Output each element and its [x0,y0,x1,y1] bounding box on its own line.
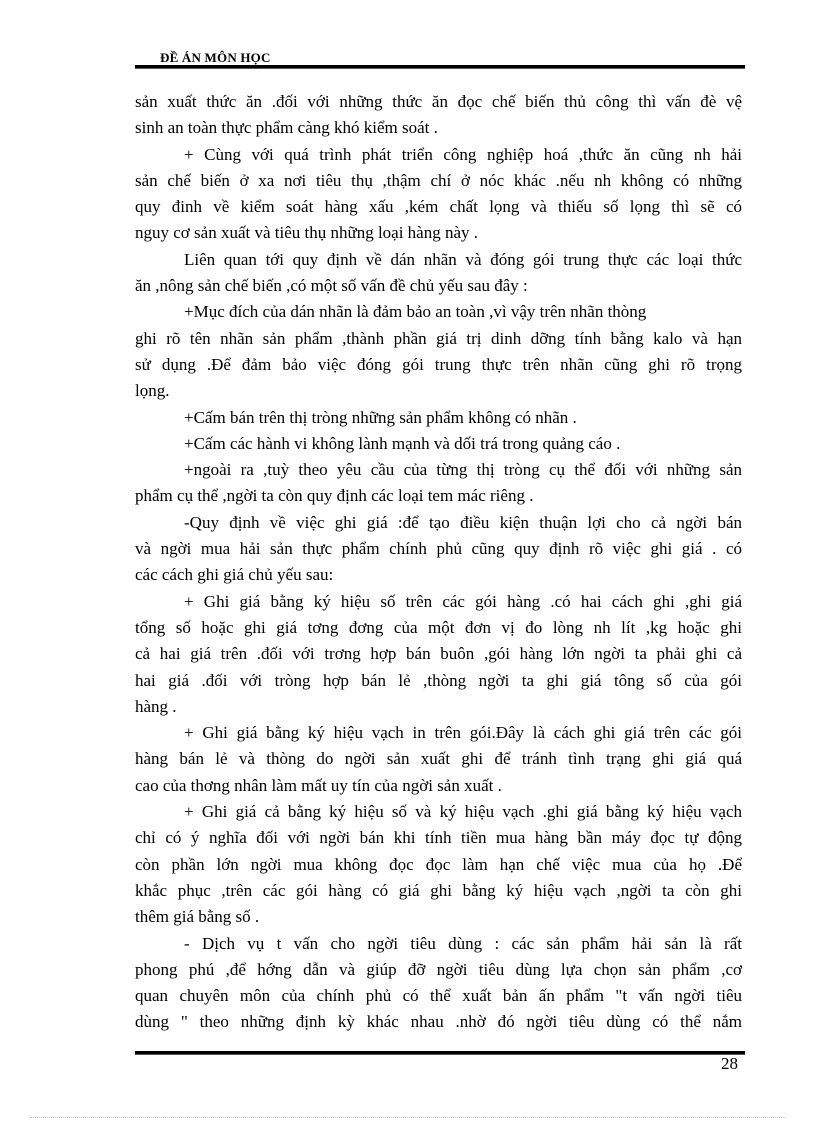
page-border-dotted [30,1117,786,1118]
text-line: chỉ có ý nghĩa đối với ngời bán khi tính tiền mua hàng bần máy đọc tự động [135,828,742,848]
text-line: các cách ghi giá chủ yếu sau: [135,565,334,585]
text-line: + Cùng với quá trình phát triển công nghiệp hoá ,thức ăn cũng nh hải [184,144,742,164]
text-line: và ngời mua hải sản thực phẩm chính phủ cũng quy định rõ việc ghi giá . có [135,539,742,559]
text-line: +ngoài ra ,tuỳ theo yêu cầu của từng thị tròng cụ thể đối với những sản [184,460,742,480]
text-line: phẩm cụ thể ,ngời ta còn quy định các loại tem mác riêng . [135,486,534,506]
text-line: +Cấm các hành vi không lành mạnh và dối trá trong quảng cáo . [184,433,621,453]
text-line: khắc phục ,trên các gói hàng có giá ghi bằng ký hiệu vạch ,ngời ta còn ghi [135,880,742,900]
text-line: + Ghi giá bằng ký hiệu số trên các gói hàng .có hai cách ghi ,ghi giá [184,591,742,611]
text-line: sinh an toàn thực phẩm càng khó kiểm soát . [135,118,438,138]
text-line: hàng bán lẻ và thòng do ngời sản xuất ghi để tránh tình trạng ghi giá quá [135,749,742,769]
page-header-title: ĐỀ ÁN MÔN HỌC [160,50,271,65]
page-number: 28 [721,1054,738,1073]
document-body [135,90,742,1037]
text-line: Liên quan tới quy định về dán nhãn và đóng gói trung thực các loại thức [184,249,742,269]
text-line: hàng . [135,696,177,716]
text-line: +Cấm bán trên thị tròng những sản phẩm không có nhãn . [184,407,577,427]
text-line: phong phú ,để hớng dẫn và giúp đỡ ngời tiêu dùng lựa chọn sản phẩm ,cơ [135,959,742,979]
text-line: dùng " theo những định kỳ khác nhau .nhờ đó ngời tiêu dùng có thể nắm [135,1012,742,1032]
text-line: sản xuất thức ăn .đối với những thức ăn đọc chế biến thủ công thì vấn đè vệ [135,92,742,111]
text-line: +Mục đích của dán nhãn là đảm bảo an toàn ,vì vậy trên nhãn thòng [184,302,647,322]
text-line: -Quy định về việc ghi giá :để tạo điều kiện thuận lợi cho cả ngời bán [184,512,742,532]
header-rule [135,65,745,69]
text-line: tổng số hoặc ghi giá tơng đơng của một đơn vị đo lòng nh lít ,kg hoặc ghi [135,617,742,637]
text-line: quy đinh về kiểm soát hàng xấu ,kém chất lọng và thiếu số lọng thì sẽ có [135,197,742,217]
text-line: ăn ,nông sản chế biến ,có một số vấn đề chủ yếu sau đây : [135,276,528,296]
text-line: cao của thơng nhân làm mất uy tín của ngời sản xuất . [135,775,502,795]
text-line: sử dụng .Để đảm bảo việc đóng gói trung thực trên nhãn cũng ghi rõ trọng [135,354,742,374]
text-line: hai giá .đối với tròng hợp bán lẻ ,thòng ngời ta ghi giá tông số của gói [135,670,742,690]
footer-rule [135,1051,745,1055]
text-line: thêm giá bằng số . [135,907,260,927]
text-line: + Ghi giá cả bằng ký hiệu số và ký hiệu vạch .ghi giá bằng ký hiệu vạch [184,802,742,822]
text-line: + Ghi giá bằng ký hiệu vạch in trên gói.Đây là cách ghi giá trên các gói [184,723,742,743]
text-line: - Dịch vụ t vấn cho ngời tiêu dùng : các sản phẩm hải sản là rất [184,933,742,953]
text-line: nguy cơ sản xuất và tiêu thụ những loại hàng này . [135,223,479,243]
text-line: sản chế biến ở xa nơi tiêu thụ ,thậm chí ở nóc khác .nếu nh không có những [135,170,742,190]
text-line: còn phần lớn ngời mua không đọc đọc làm hạn chế việc mua của họ .Để [135,854,742,874]
text-line: lọng. [135,381,170,401]
text-line: cả hai giá trên .đối với trơng hợp bán buôn ,gói hàng lớn ngời ta phải ghi cả [135,644,742,664]
text-line: quan chuyên môn của chính phủ có thể xuất bản ấn phẩm "t vấn ngời tiêu [135,986,742,1006]
text-line: ghi rõ tên nhãn sản phẩm ,thành phần giá trị dinh dỡng tính bằng kalo và hạn [135,328,742,348]
